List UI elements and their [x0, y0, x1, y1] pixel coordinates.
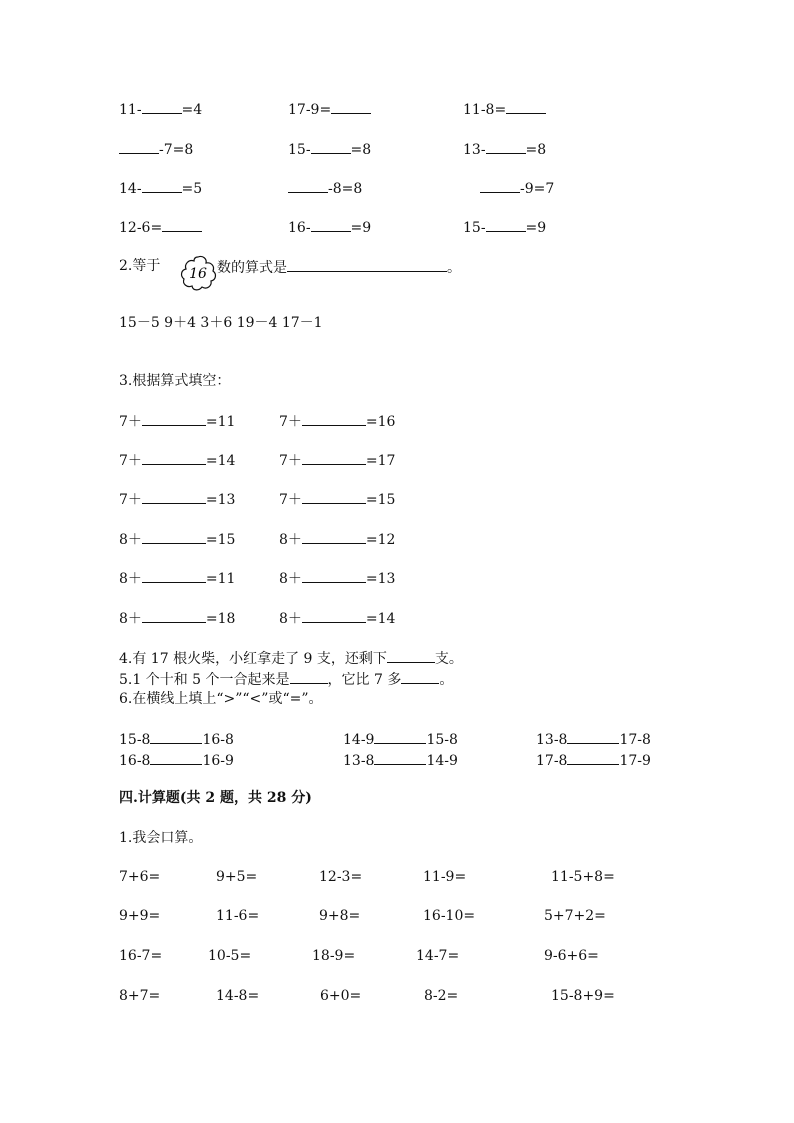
answer-blank[interactable]	[311, 139, 351, 154]
problem-r1c1: 11- =4	[119, 99, 202, 119]
calc-r1c4: 11-9=	[423, 869, 467, 885]
answer-blank[interactable]	[480, 178, 520, 193]
answer-blank[interactable]	[142, 450, 206, 465]
answer-blank[interactable]	[142, 411, 206, 426]
calc-r2c4: 16-10=	[423, 908, 476, 924]
q6-r2c2: 13-8 14-9	[343, 750, 458, 770]
answer-blank[interactable]	[142, 529, 206, 544]
q3-r2c2: 7＋ =17	[279, 450, 395, 470]
answer-blank[interactable]	[142, 608, 206, 623]
answer-blank[interactable]	[387, 648, 435, 663]
section-4-title: 四.计算题(共 2 题，共 28 分)	[119, 790, 312, 806]
calc-r4c2: 14-8=	[216, 988, 260, 1004]
calc-r1c2: 9+5=	[216, 869, 258, 885]
calc-r4c3: 6+0=	[320, 988, 362, 1004]
q6-r1c2: 14-9 15-8	[343, 729, 458, 749]
answer-blank[interactable]	[302, 489, 366, 504]
compare-blank[interactable]	[150, 750, 202, 765]
q2-question: 数的算式是 。	[217, 257, 461, 277]
problem-r1c2: 17-9=	[288, 99, 371, 119]
calc-r4c4: 8-2=	[424, 988, 459, 1004]
answer-blank[interactable]	[331, 99, 371, 114]
calc-r1c1: 7+6=	[119, 869, 161, 885]
answer-blank[interactable]	[302, 568, 366, 583]
problem-r4c3: 15- =9	[463, 217, 546, 237]
q2-prefix: 2.等于	[119, 258, 161, 274]
q6-title: 6.在横线上填上“>”“<”或“=”。	[119, 691, 323, 707]
flower-number: 16	[189, 266, 207, 282]
answer-blank[interactable]	[486, 139, 526, 154]
calc-r4c1: 8+7=	[119, 988, 161, 1004]
compare-blank[interactable]	[567, 729, 619, 744]
q3-r1c1: 7＋ =11	[119, 411, 235, 431]
calc-r2c1: 9+9=	[119, 908, 161, 924]
answer-blank[interactable]	[302, 450, 366, 465]
answer-blank[interactable]	[302, 411, 366, 426]
answer-blank[interactable]	[119, 139, 159, 154]
q3-r6c1: 8＋ =18	[119, 608, 235, 628]
answer-blank[interactable]	[302, 608, 366, 623]
q6-r1c3: 13-8 17-8	[536, 729, 651, 749]
q3-r4c2: 8＋ =12	[279, 529, 395, 549]
calc-r3c2: 10-5=	[208, 948, 252, 964]
calc-r3c1: 16-7=	[119, 948, 163, 964]
compare-blank[interactable]	[374, 750, 426, 765]
problem-r3c1: 14- =5	[119, 178, 202, 198]
answer-blank[interactable]	[288, 178, 328, 193]
calc-r3c3: 18-9=	[312, 948, 356, 964]
q6-r2c3: 17-8 17-9	[536, 750, 651, 770]
q3-r5c2: 8＋ =13	[279, 568, 395, 588]
calc-r2c2: 11-6=	[216, 908, 260, 924]
q3-r5c1: 8＋ =11	[119, 568, 235, 588]
q3-r2c1: 7＋ =14	[119, 450, 235, 470]
answer-blank[interactable]	[401, 669, 439, 684]
q3-title: 3.根据算式填空：	[119, 373, 231, 389]
answer-blank[interactable]	[142, 568, 206, 583]
answer-blank[interactable]	[311, 217, 351, 232]
answer-blank[interactable]	[506, 99, 546, 114]
flower-icon	[178, 253, 218, 293]
q3-r1c2: 7＋ =16	[279, 411, 395, 431]
problem-r4c1: 12-6=	[119, 217, 202, 237]
q3-r3c1: 7＋ =13	[119, 489, 235, 509]
answer-blank[interactable]	[290, 669, 328, 684]
q4: 4.有 17 根火柴，小红拿走了 9 支，还剩下 支。	[119, 648, 463, 668]
section-4-q1-title: 1.我会口算。	[119, 830, 203, 846]
problem-r3c2: -8=8	[288, 178, 362, 198]
calc-r3c4: 14-7=	[416, 948, 460, 964]
calc-r3c5: 9-6+6=	[544, 948, 599, 964]
calc-r4c5: 15-8+9=	[551, 988, 615, 1004]
q6-r1c1: 15-8 16-8	[119, 729, 234, 749]
q3-r6c2: 8＋ =14	[279, 608, 395, 628]
calc-r2c3: 9+8=	[319, 908, 361, 924]
answer-blank[interactable]	[142, 99, 182, 114]
answer-blank[interactable]	[142, 489, 206, 504]
calc-r2c5: 5+7+2=	[544, 908, 606, 924]
answer-blank[interactable]	[287, 257, 447, 272]
problem-r1c3: 11-8=	[463, 99, 546, 119]
problem-r2c2: 15- =8	[288, 139, 371, 159]
answer-blank[interactable]	[162, 217, 202, 232]
problem-r3c3: -9=7	[480, 178, 554, 198]
q5: 5.1 个十和 5 个一合起来是 ，它比 7 多 。	[119, 669, 453, 689]
answer-blank[interactable]	[142, 178, 182, 193]
q6-r2c1: 16-8 16-9	[119, 750, 234, 770]
problem-r4c2: 16- =9	[288, 217, 371, 237]
answer-blank[interactable]	[302, 529, 366, 544]
calc-r1c5: 11-5+8=	[551, 869, 615, 885]
q3-r3c2: 7＋ =15	[279, 489, 395, 509]
q2-options: 15－5 9＋4 3＋6 19－4 17－1	[119, 315, 323, 331]
compare-blank[interactable]	[567, 750, 619, 765]
compare-blank[interactable]	[374, 729, 426, 744]
answer-blank[interactable]	[486, 217, 526, 232]
compare-blank[interactable]	[150, 729, 202, 744]
problem-r2c1: -7=8	[119, 139, 193, 159]
q3-r4c1: 8＋ =15	[119, 529, 235, 549]
calc-r1c3: 12-3=	[319, 869, 363, 885]
problem-r2c3: 13- =8	[463, 139, 546, 159]
